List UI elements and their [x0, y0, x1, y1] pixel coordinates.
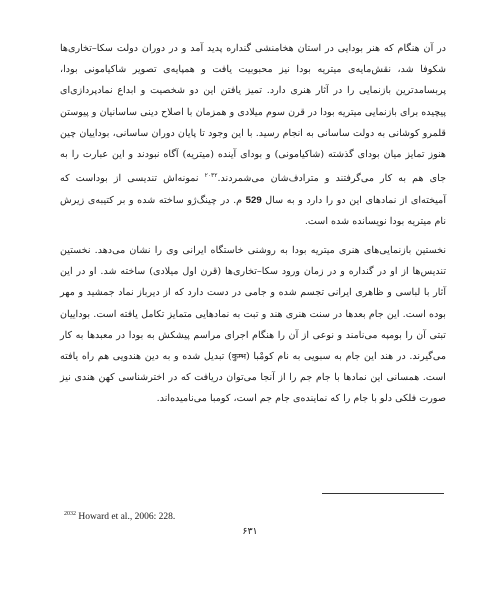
paragraph-1-line-3: بازنمایی را در آثار هنری دارد. تمیز یافتن این دو شخصیت و ابداع نمادپردازی‌ای پیچیده برای بازنمایی [60, 85, 446, 118]
paragraph-2-line-5: و نوعی از آن را هنگام اجرای مراسم پیشکش به بودا در معبدها به کار می‌گیرند. در هند این جام به سبویی [60, 329, 446, 363]
sanskrit-term: कुम्भ [231, 352, 246, 362]
paragraph-1-line-2: شکوفا شد، نقش‌مایه‌ی میتریه بودا نیز محبوبیت یافت و همپایه‌ی تصویر شاکیامونی بودا، پربسامدترین [60, 64, 446, 97]
paragraph-1-line-5: به انجام رسید. با این وجود تا پایان دوران ساسانی، بوداییان چین هنوز تمایز میان بودای گذشته (شاکیامونی) [60, 127, 446, 161]
paragraph-1-line-8: شده و بر کتیبه‌ی زیرش نام میتریه بودا نویسانده شده است. [60, 194, 446, 227]
footnote-number: 2032 [64, 511, 76, 517]
footnote-marker: ۲۰۳۲ [204, 172, 218, 180]
paragraph-2-line-8: کومبا می‌نامیده‌اند. [156, 393, 231, 405]
paragraph-2-line-7: می‌توان دریافت که در اخترشناسی کهن هندی نیز صورت فلکی دلو با جام را که نماینده‌ی جام جم است، [60, 372, 446, 405]
paragraph-1-line-1: در آن هنگام که هنر بودایی در استان هخامنشی گنداره پدید آمد و در دوران دولت سکا–تخاری‌ها [60, 43, 446, 54]
footnote-divider [322, 493, 444, 494]
footnote [64, 511, 175, 522]
paragraph-2-line-6: به نام کومْبا (कुम्भ) تبدیل شده و به دین هندویی هم راه یافته است. همسانی این نمادها با جام جم را از آنجا [60, 351, 446, 384]
paragraph-1 [60, 38, 446, 232]
body-text [60, 38, 446, 410]
paragraph-2-line-4: جام بعدها در سنت هنری هند و تبت به نمادهایی متمایز تکامل یافته است. بوداییان تبتی آن را بومپه می‌نامند [60, 308, 446, 341]
paragraph-2-line-2: تندیس‌ها از او در گنداره و در زمان ورود سکا–تخاری‌ها (قرن اول میلادی) ساخته شد. او در این آثار با [60, 266, 446, 299]
paragraph-2-line-1: نخستین بازنمایی‌های هنری میتریه بودا به روشنی خاستگاه ایرانی وی را نشان می‌دهد. نخستین [60, 245, 446, 257]
footnote-text: Howard et al., 2006: 228. [78, 512, 176, 522]
paragraph-2 [60, 240, 446, 410]
paragraph-1-line-4: میتریه بودا در قرن سوم میلادی و همزمان با اصلاح دینی ساسانیان و پیوستن قلمرو کوشانی به دولت ساسانی [60, 106, 446, 139]
page-number: ۶۳۱ [242, 526, 258, 537]
paragraph-1-line-7a: نمونه‌اش تندیسی از بوداست که آمیخته‌ای از نمادهای این دو را دارد و به سال 529 م. در چینگ‌ژو ساخته [60, 173, 446, 206]
year-value: 529 [245, 194, 262, 206]
paragraph-2-line-3: لباسی و ظاهری ایرانی تجسم شده و جامی در دست دارد که از دیرباز نماد جمشید و مهر بوده است. این [60, 287, 446, 320]
paragraph-1-line-6: و بودای آینده (میتریه) آگاه نبودند و این عبارت را به جای هم به کار می‌گرفتند و مترادف‌شان می‌شمردند. [60, 149, 446, 185]
